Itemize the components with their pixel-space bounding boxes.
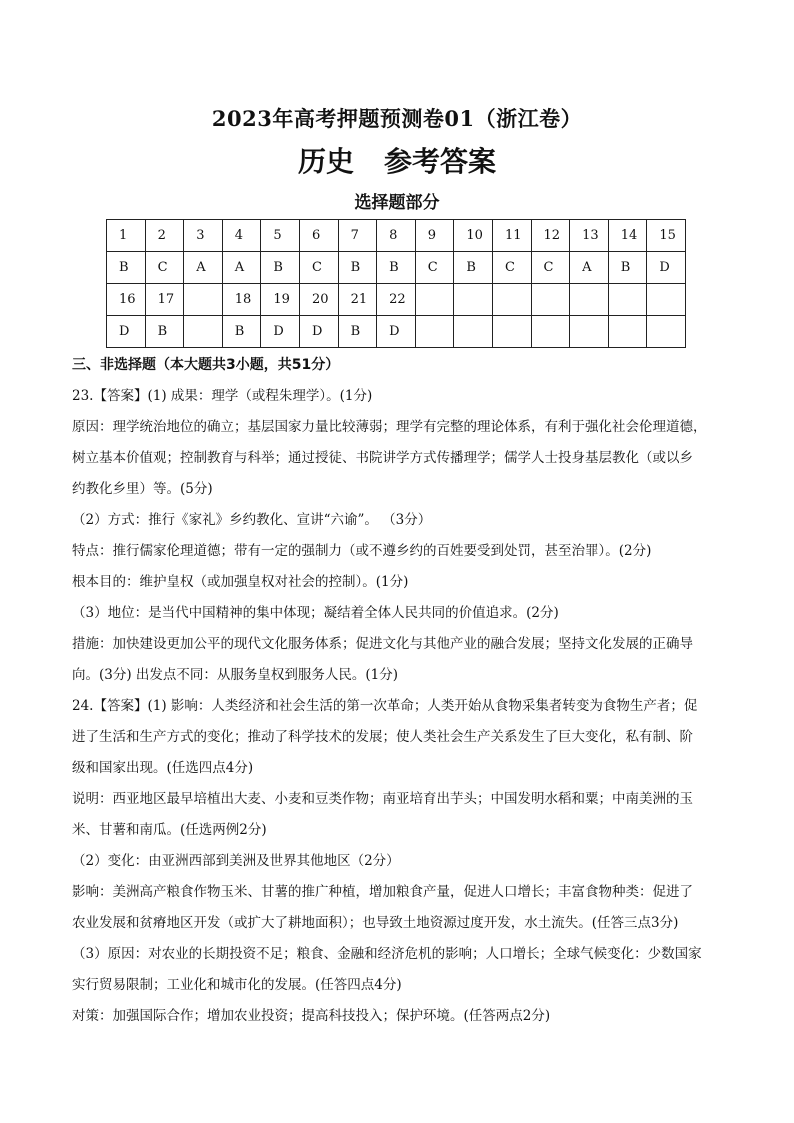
answer-cell: 6	[299, 220, 338, 252]
answer-cell: 22	[377, 284, 416, 316]
answer-table-row	[107, 316, 686, 348]
answer-cell	[531, 284, 570, 316]
answer-cell: 21	[338, 284, 377, 316]
answer-cell	[184, 284, 223, 316]
answer-cell: C	[531, 252, 570, 284]
answer-text-line: （3）原因：对农业的长期投资不足；粮食、金融和经济危机的影响；人口增长；全球气候变化：少数国家	[72, 946, 702, 962]
choice-section-title: 选择题部分	[354, 193, 440, 213]
answer-cell: 2	[145, 220, 184, 252]
answer-cell: B	[338, 252, 377, 284]
answer-cell	[184, 316, 223, 348]
answer-cell: C	[492, 252, 531, 284]
answer-cell: 3	[184, 220, 223, 252]
answer-text-line: 级和国家出现。(任选四点4分)	[72, 760, 254, 776]
answer-cell	[492, 316, 531, 348]
answer-text-line: （3）地位：是当代中国精神的集中体现；凝结着全体人民共同的价值追求。(2分)	[72, 605, 559, 621]
exam-title: 2023年高考押题预测卷01（浙江卷）	[211, 106, 583, 131]
answer-cell: B	[377, 252, 416, 284]
answer-table-row	[107, 220, 686, 252]
answer-text-line: 影响：美洲高产粮食作物玉米、甘薯的推广种植，增加粮食产量，促进人口增长；丰富食物种类：促进了	[72, 884, 693, 900]
answer-text-line: 24.【答案】(1) 影响：人类经济和社会生活的第一次革命；人类开始从食物采集者转变为食物生产者；促	[72, 698, 698, 714]
answer-cell: 11	[492, 220, 531, 252]
answer-cell: 13	[570, 220, 609, 252]
answer-cell: C	[415, 252, 454, 284]
answer-text-line: （2）方式：推行《家礼》乡约教化、宣讲“六谕”。 （3分）	[72, 512, 432, 528]
answer-cell: B	[454, 252, 493, 284]
answer-cell: B	[107, 252, 146, 284]
answer-cell: 12	[531, 220, 570, 252]
answer-cell	[531, 316, 570, 348]
answer-cell	[608, 284, 647, 316]
answer-key-title: 参考答案	[384, 145, 497, 178]
answer-cell: B	[222, 316, 261, 348]
answer-cell: 4	[222, 220, 261, 252]
answer-cell: D	[377, 316, 416, 348]
answer-text-line: 实行贸易限制；工业化和城市化的发展。(任答四点4分)	[72, 977, 402, 993]
answer-text-line: （2）变化：由亚洲西部到美洲及世界其他地区（2分）	[72, 853, 400, 869]
answer-body	[72, 350, 732, 1032]
answer-cell: D	[647, 252, 686, 284]
answer-cell: B	[338, 316, 377, 348]
answer-cell: 10	[454, 220, 493, 252]
answer-cell: 5	[261, 220, 300, 252]
answer-cell: 16	[107, 284, 146, 316]
answer-cell	[647, 284, 686, 316]
answer-text-line: 树立基本价值观；控制教育与科举；通过授徒、书院讲学方式传播理学；儒学人士投身基层教化（或以乡	[72, 450, 693, 466]
answer-cell: B	[261, 252, 300, 284]
answer-text-line: 农业发展和贫瘠地区开发（或扩大了耕地面积）；也导致土地资源过度开发，水土流失。(任答三点3分)	[72, 915, 679, 931]
answer-table-row	[107, 252, 686, 284]
answer-cell: A	[570, 252, 609, 284]
answer-cell: 18	[222, 284, 261, 316]
answer-cell	[608, 316, 647, 348]
subject-name: 历史	[297, 145, 354, 178]
answer-cell	[570, 284, 609, 316]
answer-cell: D	[299, 316, 338, 348]
answer-cell: 9	[415, 220, 454, 252]
answer-cell: C	[299, 252, 338, 284]
answer-table	[106, 219, 686, 348]
answer-text-line: 进了生活和生产方式的变化；推动了科学技术的发展；使人类社会生产关系发生了巨大变化，私有制、阶	[72, 729, 693, 745]
answer-table-row	[107, 284, 686, 316]
answer-text-line: 对策：加强国际合作；增加农业投资；提高科技投入；保护环境。(任答两点2分)	[72, 1008, 551, 1024]
answer-cell: D	[107, 316, 146, 348]
answer-cell: D	[261, 316, 300, 348]
answer-cell	[415, 316, 454, 348]
answer-cell	[492, 284, 531, 316]
answer-cell: B	[145, 316, 184, 348]
answer-cell: A	[184, 252, 223, 284]
answer-cell: 14	[608, 220, 647, 252]
answer-cell	[415, 284, 454, 316]
answer-cell	[454, 316, 493, 348]
answer-text-line: 约教化乡里）等。(5分)	[72, 481, 213, 497]
answer-cell: 20	[299, 284, 338, 316]
answer-cell: 19	[261, 284, 300, 316]
answer-cell: 8	[377, 220, 416, 252]
answer-cell	[647, 316, 686, 348]
answer-cell: C	[145, 252, 184, 284]
answer-text-line: 向。(3分) 出发点不同：从服务皇权到服务人民。(1分)	[72, 667, 399, 683]
answer-cell: 1	[107, 220, 146, 252]
answer-cell: 15	[647, 220, 686, 252]
subject-heading	[0, 140, 794, 180]
answer-text-line: 特点：推行儒家伦理道德；带有一定的强制力（或不遵乡约的百姓要受到处罚，甚至治罪）。(2分)	[72, 543, 652, 559]
answer-cell	[454, 284, 493, 316]
answer-cell	[570, 316, 609, 348]
answer-text-line: 措施：加快建设更加公平的现代文化服务体系；促进文化与其他产业的融合发展；坚持文化发展的正确导	[72, 636, 693, 652]
answer-text-line: 米、甘薯和南瓜。(任选两例2分)	[72, 822, 267, 838]
answer-text-line: 根本目的：维护皇权（或加强皇权对社会的控制）。(1分)	[72, 574, 409, 590]
answer-cell: 17	[145, 284, 184, 316]
answer-text-line: 原因：理学统治地位的确立；基层国家力量比较薄弱；理学有完整的理论体系，有利于强化社会伦理道德，	[72, 419, 707, 435]
answer-text-line: 23.【答案】(1) 成果：理学（或程朱理学）。(1分)	[72, 388, 373, 404]
nonchoice-section-heading: 三、非选择题（本大题共3小题，共51分）	[72, 357, 340, 373]
answer-cell: A	[222, 252, 261, 284]
answer-cell: B	[608, 252, 647, 284]
answer-text-line: 说明：西亚地区最早培植出大麦、小麦和豆类作物；南亚培育出芋头；中国发明水稻和粟；中南美洲的玉	[72, 791, 693, 807]
answer-cell: 7	[338, 220, 377, 252]
